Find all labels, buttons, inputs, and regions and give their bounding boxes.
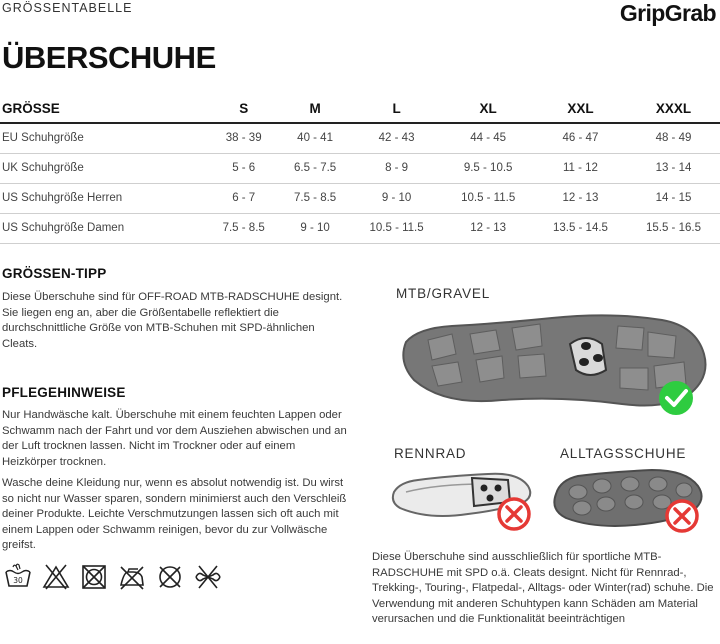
column-header: GRÖSSE bbox=[0, 95, 208, 123]
brand-logo: GripGrab bbox=[619, 0, 716, 26]
row-label: EU Schuhgröße bbox=[0, 123, 208, 153]
care-text-1: Nur Handwäsche kalt. Überschuhe mit einem feuchten Lappen oder Schwamm nach der Fahrt und vor dem Ausziehen abwischen und an der Luft trocknen lassen. Nicht im Trockner oder auf einem Heizkörper trocknen. bbox=[2, 409, 347, 468]
column-header: XXXL bbox=[627, 95, 720, 123]
column-header: XL bbox=[442, 95, 534, 123]
table-cell: 7.5 - 8.5 bbox=[279, 183, 350, 213]
table-cell: 14 - 15 bbox=[627, 183, 720, 213]
table-cell: 38 - 39 bbox=[208, 123, 279, 153]
everyday-label: ALLTAGSSCHUHE bbox=[560, 446, 687, 461]
everyday-shoe-image bbox=[548, 460, 708, 538]
page-kicker: GRÖSSENTABELLE bbox=[2, 1, 133, 15]
table-cell: 42 - 43 bbox=[351, 123, 443, 153]
table-cell: 40 - 41 bbox=[279, 123, 350, 153]
table-cell: 7.5 - 8.5 bbox=[208, 213, 279, 243]
no-bleach-icon bbox=[42, 563, 70, 591]
no-dry-clean-icon bbox=[156, 563, 184, 591]
care-symbols bbox=[4, 563, 222, 591]
no-tumble-dry-icon bbox=[80, 563, 108, 591]
care-heading: PFLEGEHINWEISE bbox=[2, 385, 126, 400]
table-cell: 8 - 9 bbox=[351, 153, 443, 183]
table-cell: 6 - 7 bbox=[208, 183, 279, 213]
row-label: US Schuhgröße Damen bbox=[0, 213, 208, 243]
table-cell: 12 - 13 bbox=[442, 213, 534, 243]
table-cell: 10.5 - 11.5 bbox=[442, 183, 534, 213]
table-cell: 12 - 13 bbox=[534, 183, 627, 213]
table-row bbox=[0, 183, 720, 213]
compatibility-note: Diese Überschuhe sind ausschließlich für sportliche MTB-RADSCHUHE mit SPD o.ä. Cleats designt. Nicht für Rennrad-, Trekking-, Touring-, Flatpedal-, Alltags- oder Winter(rad) schuhe. Die Verwendung mit anderen Schuhtypen kann Schäden am Material verursachen und die Funktionalität beeinträchtigen bbox=[372, 551, 714, 626]
wash-temp-label: 30 bbox=[13, 576, 23, 585]
size-tip-text: Diese Überschuhe sind für OFF-ROAD MTB-RADSCHUHE designt. Sie liegen eng an, aber die Größentabelle reflektiert die durchschnittliche Größe von MTB-Schuhen mit SPD-ähnlichen Cleats. bbox=[2, 291, 343, 350]
row-label: UK Schuhgröße bbox=[0, 153, 208, 183]
table-cell: 13 - 14 bbox=[627, 153, 720, 183]
table-cell: 46 - 47 bbox=[534, 123, 627, 153]
mtb-label: MTB/GRAVEL bbox=[396, 286, 491, 301]
size-table bbox=[0, 95, 720, 244]
column-header: XXL bbox=[534, 95, 627, 123]
mtb-shoe-image bbox=[392, 304, 718, 416]
road-label: RENNRAD bbox=[394, 446, 467, 461]
column-header: S bbox=[208, 95, 279, 123]
no-wring-icon bbox=[194, 563, 222, 591]
table-cell: 44 - 45 bbox=[442, 123, 534, 153]
table-cell: 13.5 - 14.5 bbox=[534, 213, 627, 243]
table-cell: 5 - 6 bbox=[208, 153, 279, 183]
table-cell: 15.5 - 16.5 bbox=[627, 213, 720, 243]
table-cell: 48 - 49 bbox=[627, 123, 720, 153]
hand-wash-icon bbox=[4, 563, 32, 591]
table-row bbox=[0, 123, 720, 153]
table-cell: 9 - 10 bbox=[351, 183, 443, 213]
road-shoe-image bbox=[388, 462, 538, 532]
row-label: US Schuhgröße Herren bbox=[0, 183, 208, 213]
table-cell: 10.5 - 11.5 bbox=[351, 213, 443, 243]
table-cell: 11 - 12 bbox=[534, 153, 627, 183]
care-text-2: Wasche deine Kleidung nur, wenn es absolut notwendig ist. Du wirst so nicht nur Wasser sparen, sondern minimierst auch den Verschleiß deiner Produkte. Leichte Verschmutzungen lassen sich oft auch mit einem Lappen oder Schwamm reinigen, bevor du zur Vollwäsche greifst. bbox=[2, 477, 347, 552]
table-cell: 9 - 10 bbox=[279, 213, 350, 243]
table-header-row bbox=[0, 95, 720, 123]
table-cell: 6.5 - 7.5 bbox=[279, 153, 350, 183]
column-header: M bbox=[279, 95, 350, 123]
table-row bbox=[0, 213, 720, 243]
column-header: L bbox=[351, 95, 443, 123]
table-cell: 9.5 - 10.5 bbox=[442, 153, 534, 183]
page-title: ÜBERSCHUHE bbox=[2, 40, 216, 75]
no-iron-icon bbox=[118, 563, 146, 591]
size-tip-heading: GRÖSSEN-TIPP bbox=[2, 266, 107, 281]
table-row bbox=[0, 153, 720, 183]
